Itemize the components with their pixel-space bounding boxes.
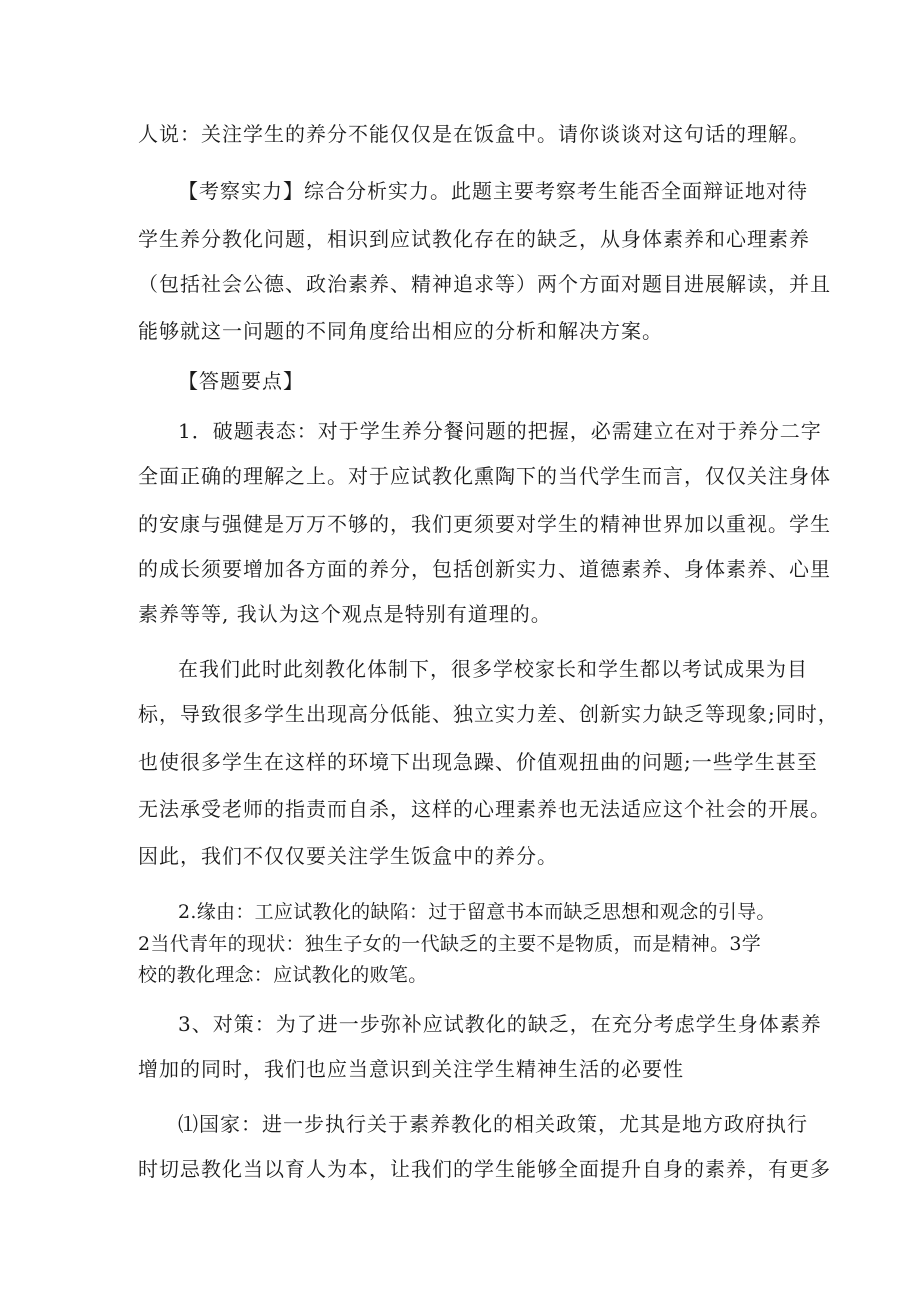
text-line: 素养等等, 我认为这个观点是特别有道理的。 — [138, 602, 552, 626]
text-line: 2.缘由：工应试教化的缺陷：过于留意书本而缺乏思想和观念的引导。 — [178, 901, 776, 923]
text-line: 【考察实力】综合分析实力。此题主要考察考生能否全面辩证地对待 — [178, 179, 808, 203]
text-line: 标，导致很多学生出现高分低能、独立实力差、创新实力缺乏等现象;同时， — [138, 702, 839, 726]
text-line: 校的教化理念：应试教化的败笔。 — [138, 964, 428, 986]
text-line: 也使很多学生在这样的环境下出现急躁、价值观扭曲的问题;一些学生甚至 — [138, 750, 818, 774]
text-line: 的成长须要增加各方面的养分，包括创新实力、道德素养、身体素养、心里 — [138, 557, 831, 581]
text-line: 1．破题表态：对于学生养分餐问题的把握，必需建立在对于养分二字 — [178, 419, 822, 443]
text-line: 因此，我们不仅仅要关注学生饭盒中的养分。 — [138, 844, 558, 868]
text-line: 时切忌教化当以育人为本，让我们的学生能够全面提升自身的素养，有更多 — [138, 1157, 831, 1181]
text-line: 无法承受老师的指责而自杀，这样的心理素养也无法适应这个社会的开展。 — [138, 797, 831, 821]
text-line: 在我们此时此刻教化体制下，很多学校家长和学生都以考试成果为目 — [178, 657, 808, 681]
text-line: 增加的同时，我们也应当意识到关注学生精神生活的必要性 — [138, 1057, 684, 1081]
text-line: 全面正确的理解之上。对于应试教化熏陶下的当代学生而言，仅仅关注身体 — [138, 464, 831, 488]
text-line: （包括社会公德、政治素养、精神追求等）两个方面对题目进展解读，并且 — [138, 272, 831, 296]
text-line: ⑴国家：进一步执行关于素养教化的相关政策，尤其是地方政府执行 — [178, 1112, 808, 1136]
text-line: 人说：关注学生的养分不能仅仅是在饭盒中。请你谈谈对这句话的理解。 — [138, 122, 810, 146]
text-line: 学生养分教化问题，相识到应试教化存在的缺乏，从身体素养和心理素养 — [138, 227, 810, 251]
text-line: 的安康与强健是万万不够的，我们更须要对学生的精神世界加以重视。学生 — [138, 512, 831, 536]
section-heading: 【答题要点】 — [178, 369, 304, 393]
text-line: 3、对策：为了进一步弥补应试教化的缺乏，在充分考虑学生身体素养 — [178, 1012, 822, 1036]
text-line: 2当代青年的现状：独生子女的一代缺乏的主要不是物质，而是精神。3学 — [138, 933, 762, 955]
text-line: 能够就这一问题的不同角度给出相应的分析和解决方案。 — [138, 319, 663, 343]
